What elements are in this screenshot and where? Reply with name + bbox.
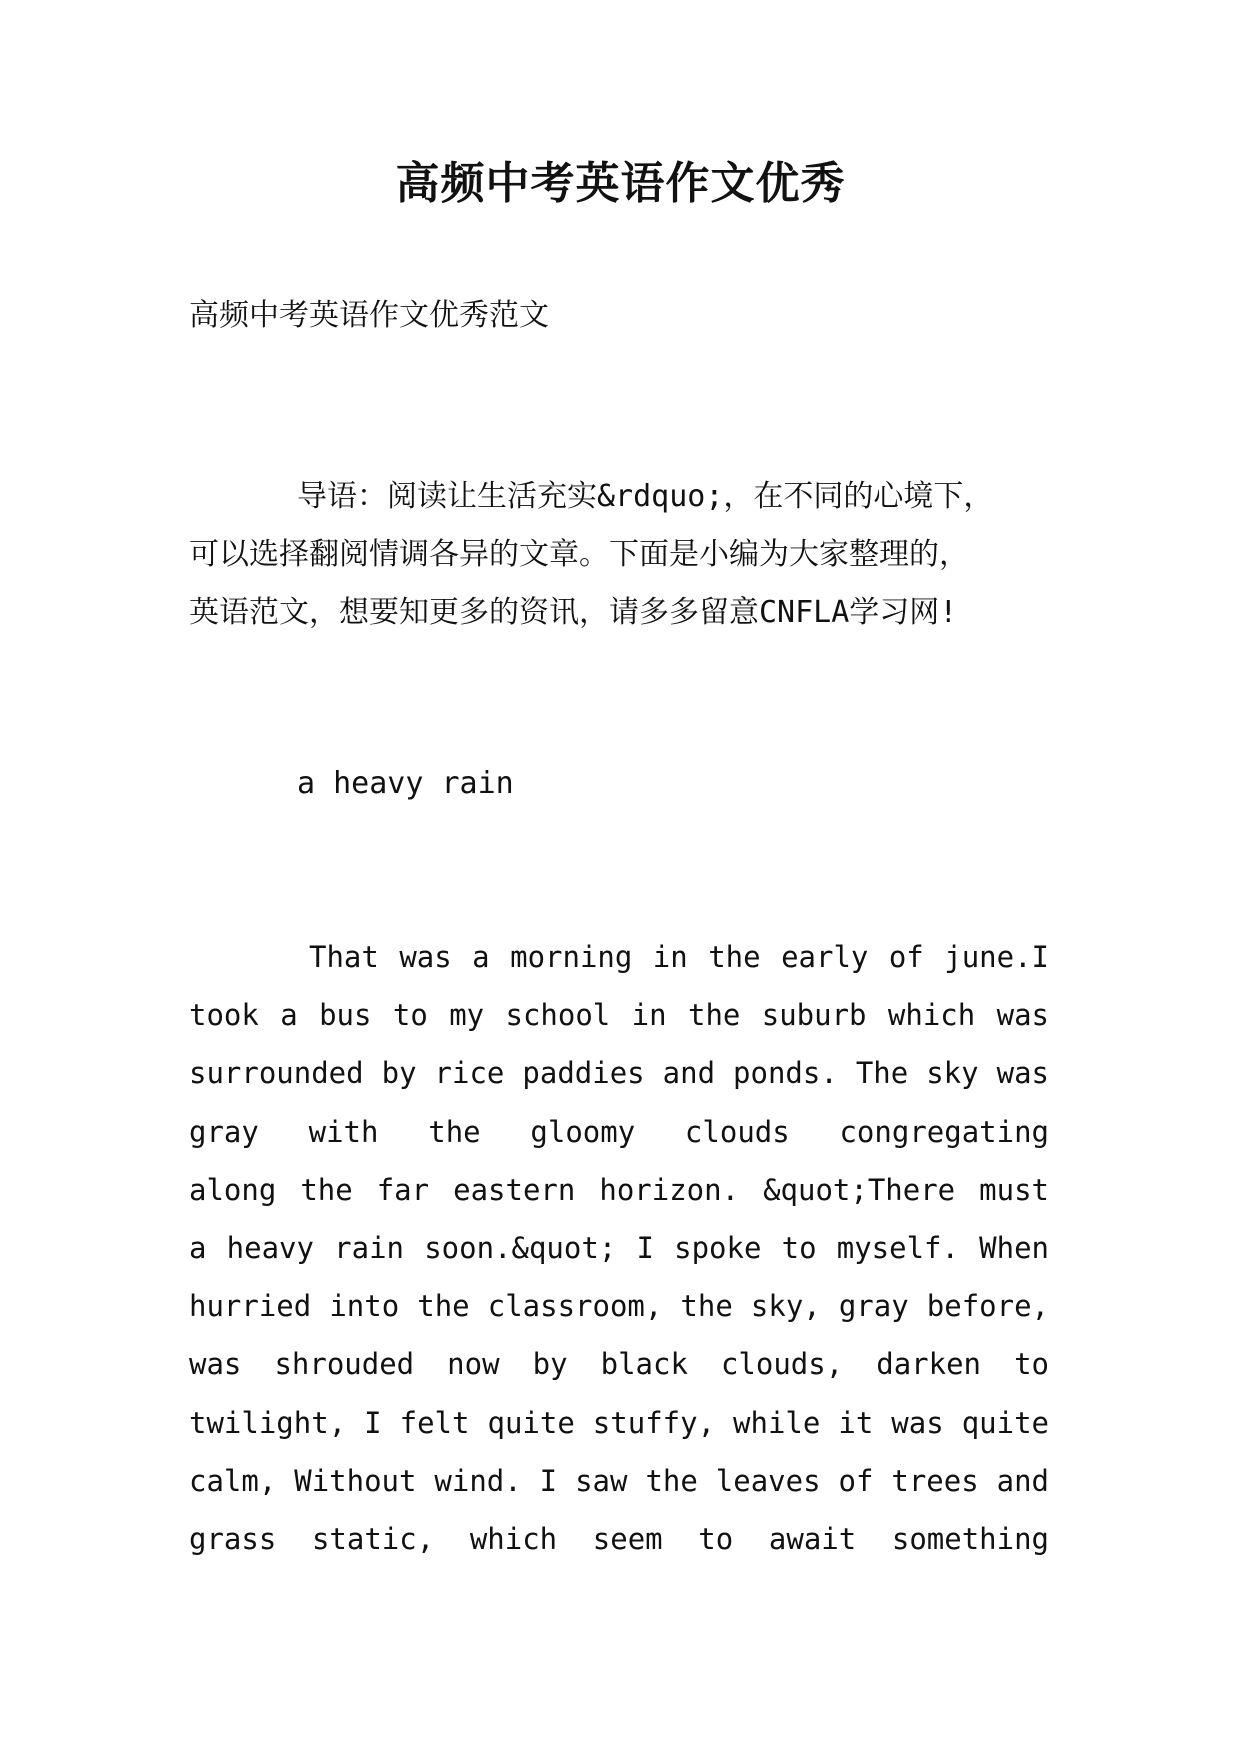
essay-line: a heavy rain soon.&quot; I spoke to myself. When <box>189 1230 1049 1265</box>
essay-line: twilight, I felt quite stuffy, while it was quite <box>189 1405 1049 1440</box>
essay-line: hurried into the classroom, the sky, gray before, <box>189 1289 1049 1324</box>
essay-paragraph <box>189 928 1049 1568</box>
essay-line: grass static, which seem to await something <box>189 1521 1049 1556</box>
essay-line: gray with the gloomy clouds congregating <box>189 1114 1049 1149</box>
intro-paragraph <box>189 468 1054 642</box>
document-subtitle: 高频中考英语作文优秀范文 <box>189 298 549 333</box>
essay-line: That was a morning in the early of june.I <box>309 940 1049 974</box>
essay-line: was shrouded now by black clouds, darken to <box>189 1347 1049 1382</box>
intro-line: 可以选择翻阅情调各异的文章。下面是小编为大家整理的， <box>189 537 969 572</box>
essay-line: took a bus to my school in the suburb which was <box>189 998 1049 1033</box>
document-title: 高频中考英语作文优秀 <box>395 158 846 209</box>
essay-line: surrounded by rice paddies and ponds. The sky was <box>189 1056 1049 1091</box>
essay-line: along the far eastern horizon. &quot;There must <box>189 1172 1049 1207</box>
intro-line: 导语：阅读让生活充实&rdquo;，在不同的心境下， <box>297 479 994 514</box>
essay-line: calm, Without wind. I saw the leaves of trees and <box>189 1463 1049 1498</box>
essay-heading: a heavy rain <box>297 766 514 801</box>
intro-line: 英语范文，想要知更多的资讯，请多多留意CNFLA学习网! <box>189 595 958 630</box>
